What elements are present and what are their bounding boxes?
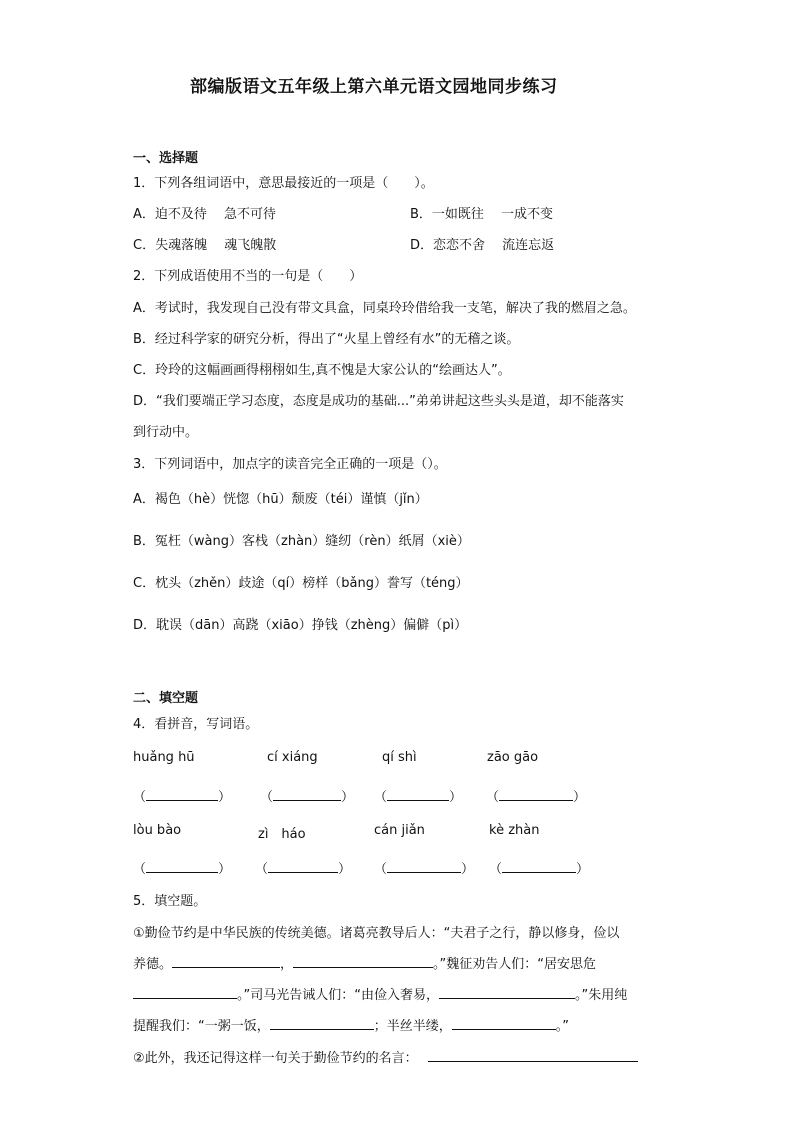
question-1-option-b[interactable]: B．一如既往 一成不变 [410, 207, 554, 222]
answer-box-3[interactable]: （ ） [374, 786, 462, 805]
question-5-para2 [133, 1047, 638, 1066]
fill-blank-1[interactable] [172, 953, 280, 968]
answer-box-8[interactable]: （ ） [489, 858, 589, 877]
question-2-option-a[interactable]: A．考试时，我发现自己没有带文具盒，同桌玲玲借给我一支笔，解决了我的燃眉之急。 [133, 301, 636, 316]
text-segment: ；半丝半缕， [373, 1019, 452, 1034]
fill-blank-6[interactable] [452, 1015, 556, 1030]
answer-box-6[interactable]: （ ） [255, 858, 351, 877]
text-segment: 。”司马光告诫人们：“由俭入奢易， [237, 988, 439, 1003]
fill-blank-7[interactable] [428, 1047, 638, 1062]
section-heading-fill: 二、填空题 [133, 691, 199, 706]
question-3-option-c[interactable]: C．枕头（zhěn）歧途（qí）榜样（bǎng）誊写（téng） [133, 576, 469, 591]
fill-blank-2[interactable] [293, 953, 433, 968]
question-1-stem: 1．下列各组词语中，意思最接近的一项是（ ）。 [133, 176, 434, 191]
question-5-para1-line4 [133, 1015, 569, 1034]
question-4-stem: 4．看拼音，写词语。 [133, 717, 259, 732]
answer-box-1[interactable]: （ ） [133, 786, 231, 805]
answer-box-7[interactable]: （ ） [374, 858, 474, 877]
pinyin-4: zāo gāo [487, 750, 539, 765]
pinyin-7: cán jiǎn [374, 823, 425, 838]
question-3-option-b[interactable]: B．冤枉（wàng）客栈（zhàn）缝纫（rèn）纸屑（xiè） [133, 534, 470, 549]
answer-box-2[interactable]: （ ） [260, 786, 354, 805]
pinyin-6: zì háo [258, 827, 306, 842]
page-title: 部编版语文五年级上第六单元语文园地同步练习 [190, 77, 558, 97]
question-2-stem: 2．下列成语使用不当的一句是（ ） [133, 269, 363, 284]
question-5-para1-line2 [133, 953, 596, 972]
question-2-option-d[interactable]: D．“我们要端正学习态度，态度是成功的基础...”弟弟讲起这些头头是道，却不能落实 [133, 394, 624, 409]
question-5-stem: 5．填空题。 [133, 894, 207, 909]
section-heading-choice: 一、选择题 [133, 151, 199, 166]
text-segment: 养德。 [133, 957, 173, 972]
fill-blank-5[interactable] [270, 1015, 374, 1030]
text-segment: 。” [555, 1019, 570, 1034]
question-1-option-d[interactable]: D．恋恋不舍 流连忘返 [410, 238, 555, 253]
question-1-option-c[interactable]: C．失魂落魄 魂飞魄散 [133, 238, 277, 253]
pinyin-8: kè zhàn [489, 823, 540, 838]
question-3-option-a[interactable]: A．褐色（hè）恍惚（hū）颓废（téi）谨慎（jǐn） [133, 492, 428, 507]
text-segment: 。”魏征劝告人们：“居安思危 [433, 957, 597, 972]
pinyin-3: qí shì [382, 750, 417, 765]
fill-blank-3[interactable] [133, 984, 237, 999]
pinyin-5: lòu bào [133, 823, 182, 838]
text-segment: 。”朱用纯 [574, 988, 628, 1003]
answer-box-5[interactable]: （ ） [133, 858, 231, 877]
text-segment: ， [280, 957, 294, 972]
question-3-stem: 3．下列词语中，加点字的读音完全正确的一项是（）。 [133, 457, 447, 472]
text-segment: 提醒我们：“一粥一饭， [133, 1019, 270, 1034]
pinyin-2: cí xiáng [267, 750, 318, 765]
question-2-option-d-cont: 到行动中。 [133, 425, 199, 440]
question-2-option-b[interactable]: B．经过科学家的研究分析，得出了“火星上曾经有水”的无稽之谈。 [133, 332, 520, 347]
question-3-option-d[interactable]: D．耽误（dān）高跷（xiāo）挣钱（zhèng）偏僻（pì） [133, 618, 468, 633]
text-segment: ②此外，我还记得这样一句关于勤俭节约的名言： [133, 1051, 418, 1066]
question-5-para1-line1: ①勤俭节约是中华民族的传统美德。诸葛亮教导后人：“夫君子之行，静以修身，俭以 [133, 926, 620, 941]
answer-box-4[interactable]: （ ） [486, 786, 586, 805]
question-5-para1-line3 [133, 984, 627, 1003]
pinyin-1: huǎng hū [133, 750, 195, 765]
question-2-option-c[interactable]: C．玲玲的这幅画画得栩栩如生,真不愧是大家公认的“绘画达人”。 [133, 363, 511, 378]
fill-blank-4[interactable] [439, 984, 575, 999]
question-1-option-a[interactable]: A．迫不及待 急不可待 [133, 207, 277, 222]
